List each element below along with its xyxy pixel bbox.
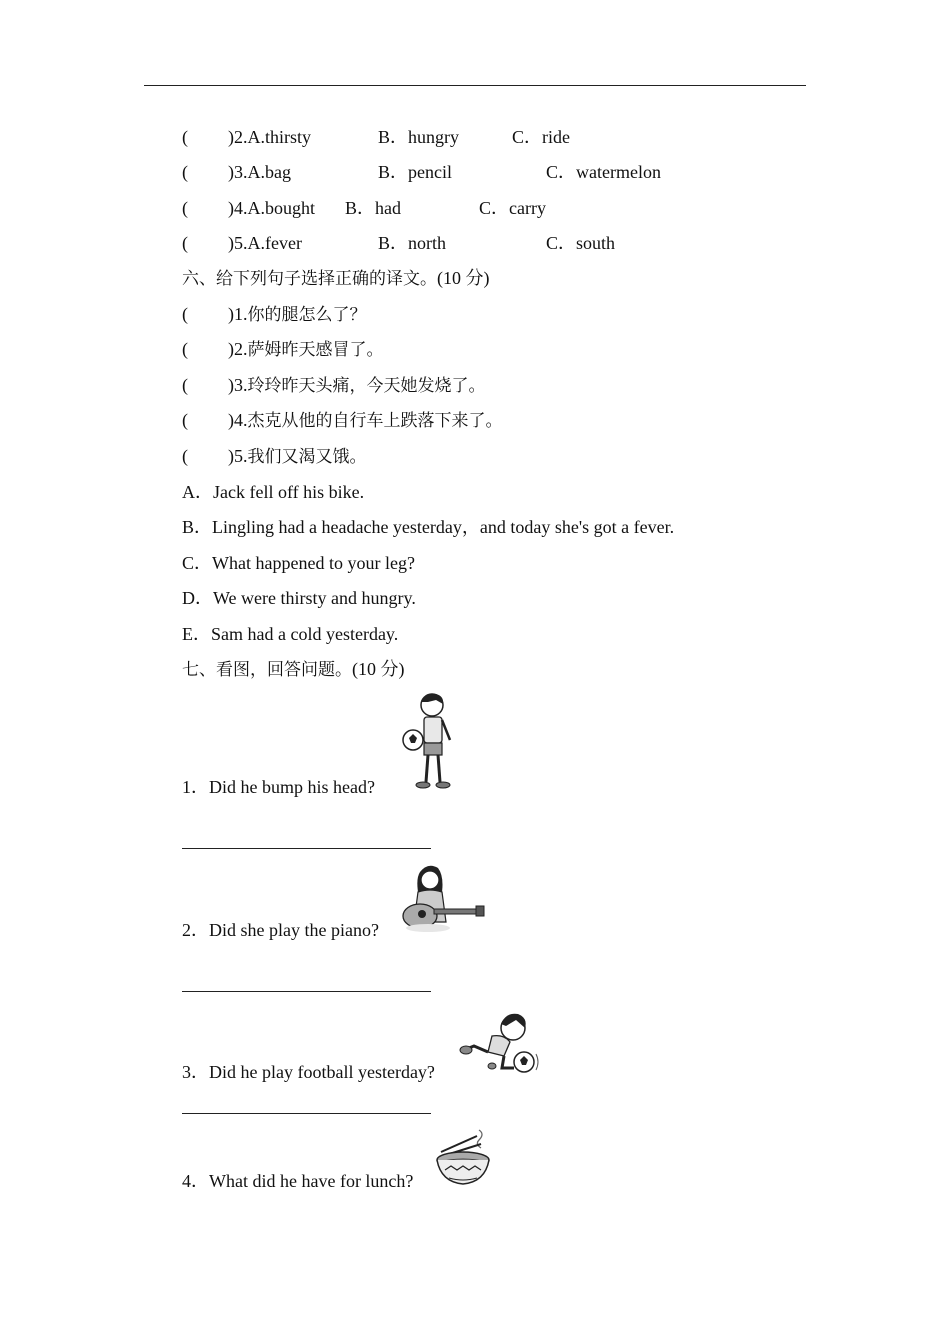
answer-line-2[interactable] <box>182 991 431 992</box>
option-c: C．carry <box>479 198 546 218</box>
question-1: 1．Did he bump his head? <box>182 777 375 797</box>
section7-heading: 七、看图，回答问题。(10 分) <box>182 659 405 680</box>
question-4: 4．What did he have for lunch? <box>182 1171 414 1191</box>
answer-line-1[interactable] <box>182 848 431 849</box>
question-2: 2．Did she play the piano? <box>182 920 379 940</box>
question-3: 3．Did he play football yesterday? <box>182 1062 435 1082</box>
option-b: B．had <box>345 198 401 218</box>
option-c: C．watermelon <box>546 162 661 182</box>
translation-option-e: E．Sam had a cold yesterday. <box>182 624 399 644</box>
worksheet-page: ( )2.A.thirsty B．hungry C．ride ( )3.A.bag B．pencil C．watermelon ( )4.A.bought B．had C．carry ( )5.A.fever B．north C．south 六、给下列句子选择正确的译文。(10 分) ( )1.你的腿怎么了？ ( )2.萨姆昨天感冒了。 ( )3.玲玲昨天头痛，今天她发烧了。 ( )4.杰克从他的自行车上跌落下来了。 ( )5.我们又渴又饿。 A．Jack fell off his bike. B．Lingling had a headache yesterday，and today she's got a fever. C．What happened to your leg? D．We were thirsty and hungry. E．Sam had a cold yesterday. 七、看图，回答问题。(10 分) 1．Did he bump his head? 2．Did she play the piano? 3．Did he play football yesterday? 4．What did he have for lunch? <box>0 0 950 1344</box>
option-b: B．north <box>378 233 447 253</box>
noodle-bowl-icon <box>433 1126 495 1188</box>
option-b: B．hungry <box>378 127 459 147</box>
translation-option-d: D．We were thirsty and hungry. <box>182 588 416 608</box>
boy-with-ball-icon <box>396 690 458 792</box>
option-b: B．pencil <box>378 162 452 182</box>
header-rule <box>144 85 806 86</box>
boy-kicking-football-icon <box>458 1006 546 1078</box>
option-a: )2.A.thirsty <box>228 127 311 147</box>
answer-line-3[interactable] <box>182 1113 431 1114</box>
translation-option-b: B．Lingling had a headache yesterday，and today she's got a fever. <box>182 517 675 537</box>
section6-heading: 六、给下列句子选择正确的译文。(10 分) <box>182 268 490 289</box>
option-c: C．south <box>546 233 616 253</box>
option-a: )5.A.fever <box>228 233 302 253</box>
translation-option-c: C．What happened to your leg? <box>182 553 415 573</box>
option-c: C．ride <box>512 127 570 147</box>
option-a: )4.A.bought <box>228 198 315 218</box>
option-a: )3.A.bag <box>228 162 291 182</box>
girl-playing-guitar-icon <box>398 862 486 934</box>
translation-option-a: A．Jack fell off his bike. <box>182 482 365 502</box>
